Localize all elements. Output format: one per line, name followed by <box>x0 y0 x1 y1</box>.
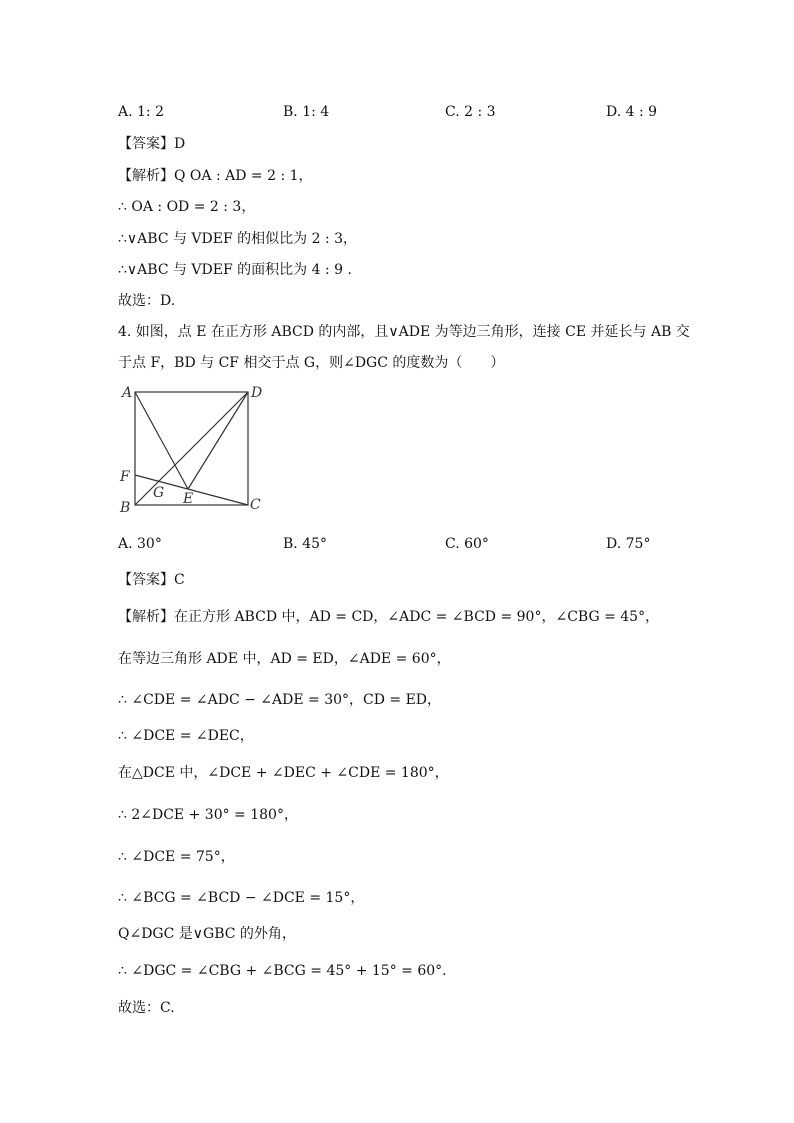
q3-option-a: A. 1: 2 <box>118 104 164 120</box>
label-e: E <box>183 491 194 507</box>
label-d: D <box>251 385 263 401</box>
q4-analysis-line: ∴ ∠DCE = 75°， <box>118 849 235 865</box>
q4-option-d: D. 75° <box>606 536 651 552</box>
q4-analysis-line: 在△DCE 中，∠DCE + ∠DEC + ∠CDE = 180°， <box>118 765 449 781</box>
square-figure <box>110 378 270 518</box>
q4-analysis-line: 【解析】在正方形 ABCD 中，AD = CD，∠ADC = ∠BCD = 90°，∠CBG = 45°， <box>118 609 660 625</box>
label-c: C <box>250 497 261 513</box>
q4-option-b: B. 45° <box>283 536 328 552</box>
q4-answer: 【答案】C <box>118 572 185 588</box>
q3-option-b: B. 1: 4 <box>283 104 330 120</box>
q3-analysis-line: ∴∨ABC 与 VDEF 的面积比为 4 : 9 . <box>118 262 352 278</box>
q3-option-c: C. 2 : 3 <box>445 104 496 120</box>
q4-analysis-line: ∴ ∠BCG = ∠BCD − ∠DCE = 15°， <box>118 890 365 906</box>
q3-analysis-line: 故选：D. <box>118 293 176 309</box>
q3-analysis-line: ∴∨ABC 与 VDEF 的相似比为 2 : 3， <box>118 231 358 247</box>
q4-option-c: C. 60° <box>445 536 489 552</box>
label-b: B <box>120 500 131 516</box>
q4-analysis-line: ∴ ∠CDE = ∠ADC − ∠ADE = 30°，CD = ED， <box>118 692 442 708</box>
q4-question-line: 4. 如图，点 E 在正方形 ABCD 的内部，且∨ADE 为等边三角形，连接 CE 并延长与 AB 交 <box>118 324 690 340</box>
q4-analysis-line: ∴ 2∠DCE + 30° = 180°， <box>118 807 298 823</box>
segment-de <box>188 392 248 489</box>
diagonal-bd <box>135 392 248 505</box>
q3-analysis-line: 【解析】Q OA : AD = 2 : 1， <box>118 168 313 184</box>
q4-question-line: 于点 F，BD 与 CF 相交于点 G，则∠DGC 的度数为（ ） <box>118 355 505 371</box>
segment-ae <box>135 392 188 489</box>
q4-analysis-line: 在等边三角形 ADE 中，AD = ED，∠ADE = 60°， <box>118 651 451 667</box>
q4-analysis-line: 故选：C. <box>118 1000 175 1016</box>
q3-option-d: D. 4 : 9 <box>606 104 658 120</box>
q4-analysis-line: Q∠DGC 是∨GBC 的外角， <box>118 926 296 942</box>
label-g: G <box>153 485 165 501</box>
q3-answer: 【答案】D <box>118 136 186 152</box>
q4-analysis-line: ∴ ∠DGC = ∠CBG + ∠BCG = 45° + 15° = 60°. <box>118 963 447 979</box>
label-f: F <box>120 469 130 485</box>
q3-analysis-line: ∴ OA : OD = 2 : 3， <box>118 199 256 215</box>
label-a: A <box>122 385 133 401</box>
q4-option-a: A. 30° <box>118 536 162 552</box>
q4-analysis-line: ∴ ∠DCE = ∠DEC， <box>118 728 254 744</box>
